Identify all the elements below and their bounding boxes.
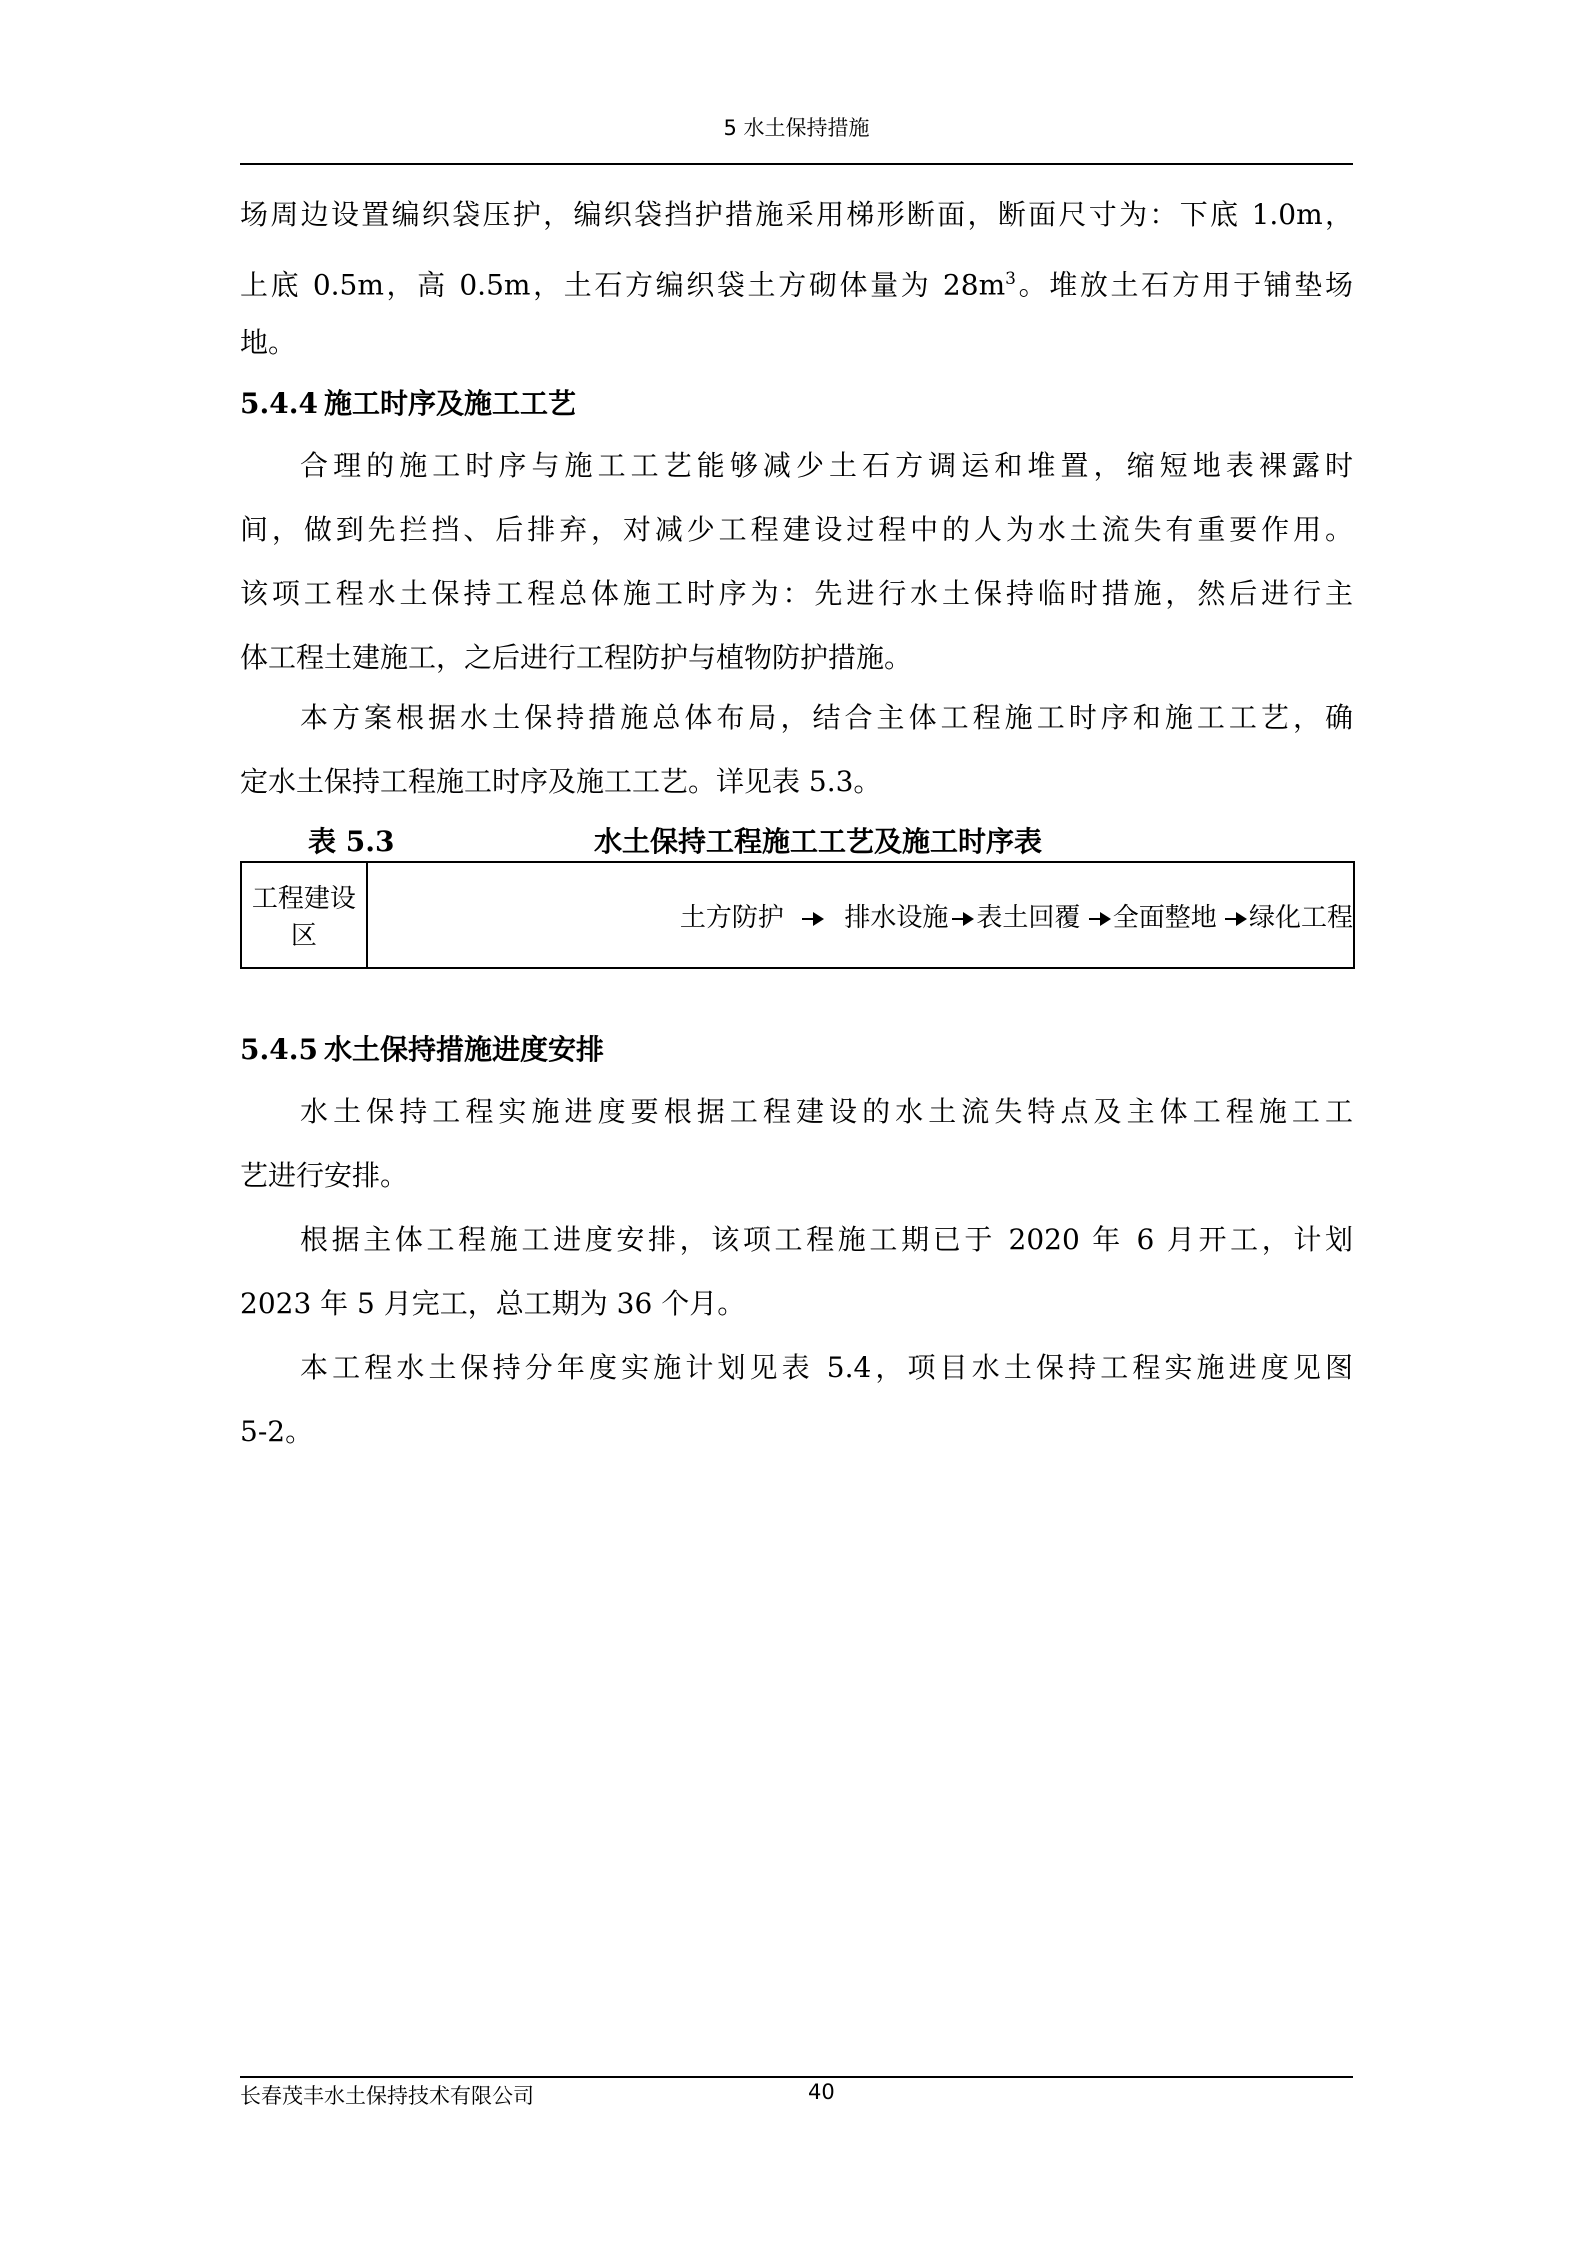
text-line: 场周边设置编织袋压护，编织袋挡护措施采用梯形断面，断面尺寸为：下底 1.0m，	[240, 198, 1353, 231]
page-number: 40	[808, 2080, 835, 2104]
text-line: 2023 年 5 月完工，总工期为 36 个月。	[240, 1287, 746, 1320]
text-line: 该项工程水土保持工程总体施工时序为：先进行水土保持临时措施，然后进行主	[240, 577, 1353, 610]
section-title: 施工时序及施工工艺	[324, 387, 577, 420]
header-rule	[240, 163, 1353, 165]
section-title: 水土保持措施进度安排	[324, 1033, 605, 1066]
text-line: 本方案根据水土保持措施总体布局，结合主体工程施工时序和施工工艺，确	[300, 701, 1353, 734]
step-label: 全面整地	[1112, 902, 1217, 933]
text-line	[240, 247, 1353, 311]
table-title: 水土保持工程施工工艺及施工时序表	[594, 825, 1043, 858]
footer-rule	[240, 2076, 1353, 2078]
arrow-right-icon	[952, 909, 974, 929]
step-label: 绿化工程	[1248, 902, 1353, 933]
row-header-cell: 工程建设区	[241, 862, 367, 968]
section-heading-544	[240, 382, 576, 422]
text-span: 。堆放土石方用于铺垫场	[1015, 268, 1353, 302]
process-table	[240, 861, 1355, 969]
arrow-right-icon	[1089, 909, 1111, 929]
text-line: 艺进行安排。	[240, 1159, 409, 1192]
arrow-right-icon	[802, 909, 824, 929]
footer-company: 长春茂丰水土保持技术有限公司	[240, 2084, 534, 2108]
text-line: 体工程土建施工，之后进行工程防护与植物防护措施。	[240, 641, 913, 674]
text-line: 水土保持工程实施进度要根据工程建设的水土流失特点及主体工程施工工	[300, 1095, 1353, 1128]
text-line: 间，做到先拦挡、后排弃，对减少工程建设过程中的人为水土流失有重要作用。	[240, 513, 1353, 546]
step-label: 表土回覆	[976, 902, 1081, 933]
superscript: 3	[1005, 269, 1016, 289]
paragraph	[240, 1208, 1353, 1336]
table-row	[241, 862, 1354, 968]
paragraph	[240, 686, 1353, 814]
paragraph	[240, 1336, 1353, 1464]
arrow-right-icon	[1225, 909, 1247, 929]
section-heading-545	[240, 1028, 604, 1068]
text-line: 根据主体工程施工进度安排，该项工程施工期已于 2020 年 6 月开工，计划	[300, 1223, 1353, 1256]
text-line: 定水土保持工程施工时序及施工工艺。详见表 5.3。	[240, 765, 882, 798]
text-span: 上底 0.5m，高 0.5m，土石方编织袋土方砌体量为 28m	[240, 268, 1006, 302]
text-line: 本工程水土保持分年度实施计划见表 5.4，项目水土保持工程实施进度见图	[300, 1351, 1353, 1384]
section-number: 5.4.4	[240, 387, 318, 420]
text-line: 地。	[240, 326, 297, 359]
section-number: 5.4.5	[240, 1033, 318, 1066]
process-flow-cell	[367, 862, 1354, 968]
text-line: 5-2。	[240, 1415, 314, 1448]
text-line: 合理的施工时序与施工工艺能够减少土石方调运和堆置，缩短地表裸露时	[300, 449, 1353, 482]
step-label: 土方防护	[679, 902, 784, 933]
step-label: 排水设施	[844, 902, 949, 933]
paragraph	[240, 1080, 1353, 1208]
table-label: 表 5.3	[308, 825, 395, 858]
running-header: 5 水土保持措施	[723, 116, 870, 140]
paragraph	[240, 434, 1353, 690]
paragraph-continued	[240, 183, 1353, 375]
